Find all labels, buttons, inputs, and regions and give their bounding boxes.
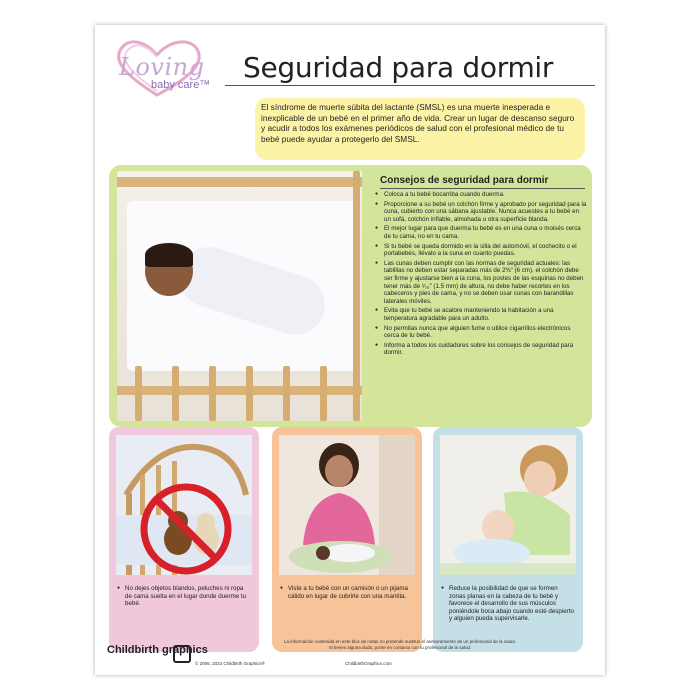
logo-baby-care-text: baby care™ bbox=[151, 79, 211, 91]
brand-mark-icon bbox=[173, 645, 191, 663]
tummy-time-photo bbox=[440, 435, 576, 575]
mother-tummy-time-icon bbox=[440, 435, 576, 575]
tip-item: ● Coloca a tu bebé bocarriba cuando duerma. bbox=[375, 191, 587, 199]
page-title: Seguridad para dormir bbox=[243, 51, 554, 84]
tip-item: ● Proporcione a su bebé un colchón firme y aprobado por seguridad para la cuna, cubierto con una sábana ajustable. Nunca acuestes a tu bebé en un sofá, colchón inflable, almohada u otra superficie blanda. bbox=[375, 201, 587, 224]
tip-item: ● Las cunas deben cumplir con las normas de seguridad actuales: las tablillas no deben estar separadas más de 2⅜″ (6 cm), el colchón debe ser firme y ajustarse bien a la cuna, los postes de las esquinas no deben tener más de ¹⁄₁₆″ (1.5 mm) de altura, no debe haber recortes en los cabeceros y pies de cama, y no se deben usar cunas con barandillas laterales móviles. bbox=[375, 260, 587, 306]
title-divider bbox=[225, 85, 595, 86]
crib-slat bbox=[246, 366, 253, 421]
disclaimer-line-1: La información contenida en este bloc de notas no pretende sustituir el asesoramiento de un profesional de la salud. bbox=[284, 639, 516, 644]
tip-item: ● Evita que tu bebé se acalore manteniendo la habitación a una temperatura agradable para un adulto. bbox=[375, 307, 587, 322]
loving-baby-care-logo bbox=[105, 33, 215, 103]
logo-loving-text: Loving bbox=[119, 53, 205, 81]
tips-list bbox=[375, 191, 587, 359]
tip-item: ● Informa a todos los cuidadores sobre los consejos de seguridad para dormir. bbox=[375, 342, 587, 357]
tummy-time-text: ● Reduce la posibilidad de que se formen zonas planas en la cabeza de tu bebé y favorece el desarrollo de sus músculos poniéndole boca abajo cuando esté despierto y alguien pueda supervisarle. bbox=[441, 585, 575, 623]
no-toys-icon bbox=[116, 435, 252, 575]
tip-item: ● Si tu bebé se queda dormido en la silla del automóvil, el cochecito o el portabebés, llévalo a la cuna en cuanto puedas. bbox=[375, 243, 587, 258]
disclaimer-line-2: Si tienes alguna duda, ponte en contacto con tu profesional de la salud. bbox=[328, 645, 472, 650]
copyright: © 2006, 2023 Childbirth Graphics® bbox=[195, 661, 265, 666]
crib-slat bbox=[283, 366, 290, 421]
soft-objects-text: ● No dejes objetos blandos, peluches ni ropa de cama suelta en el lugar donde duerme tu bebé. bbox=[117, 585, 251, 608]
tip-item: ● No permitas nunca que alguien fume o utilice cigarrillos electrónicos cerca de tu bebé. bbox=[375, 325, 587, 340]
crib-slat bbox=[320, 366, 327, 421]
crib-slat bbox=[172, 366, 179, 421]
sleepwear-text: ● Viste a tu bebé con un camisón o un pijama cálido en lugar de cubrirle con una mantita. bbox=[280, 585, 414, 600]
mother-baby-icon bbox=[279, 435, 415, 575]
baby-hair bbox=[145, 243, 193, 267]
intro-box: El síndrome de muerte súbita del lactante (SMSL) es una muerte inesperada e inexplicable de un bebé en el primer año de vida. Crear un lugar de descanso seguro y acudir a todos los exámenes periódicos de salud con el profesional médico de tu bebé puede ayudar a protegerlo del SMSL. bbox=[255, 98, 585, 160]
crib-toys-photo bbox=[116, 435, 252, 575]
soft-objects-card bbox=[109, 427, 259, 652]
website-link: ChildbirthGraphics.com bbox=[345, 661, 392, 666]
childbirth-graphics-logo: Childbirth graphics bbox=[107, 644, 208, 656]
tips-divider bbox=[380, 188, 585, 189]
tip-item: ● El mejor lugar para que duerma tu bebé es en una cuna o moisés cerca de tu cama, no en tu cama. bbox=[375, 225, 587, 240]
crib-slat bbox=[209, 366, 216, 421]
mother-dressing-baby-photo bbox=[279, 435, 415, 575]
crib-rail bbox=[117, 177, 362, 187]
sleepwear-card bbox=[272, 427, 422, 652]
crib-post bbox=[353, 171, 360, 421]
handout-sheet bbox=[95, 25, 605, 675]
crib-slat bbox=[135, 366, 142, 421]
tummy-time-card bbox=[433, 427, 583, 652]
baby-in-crib-photo bbox=[117, 171, 362, 421]
tips-heading: Consejos de seguridad para dormir bbox=[380, 175, 549, 186]
